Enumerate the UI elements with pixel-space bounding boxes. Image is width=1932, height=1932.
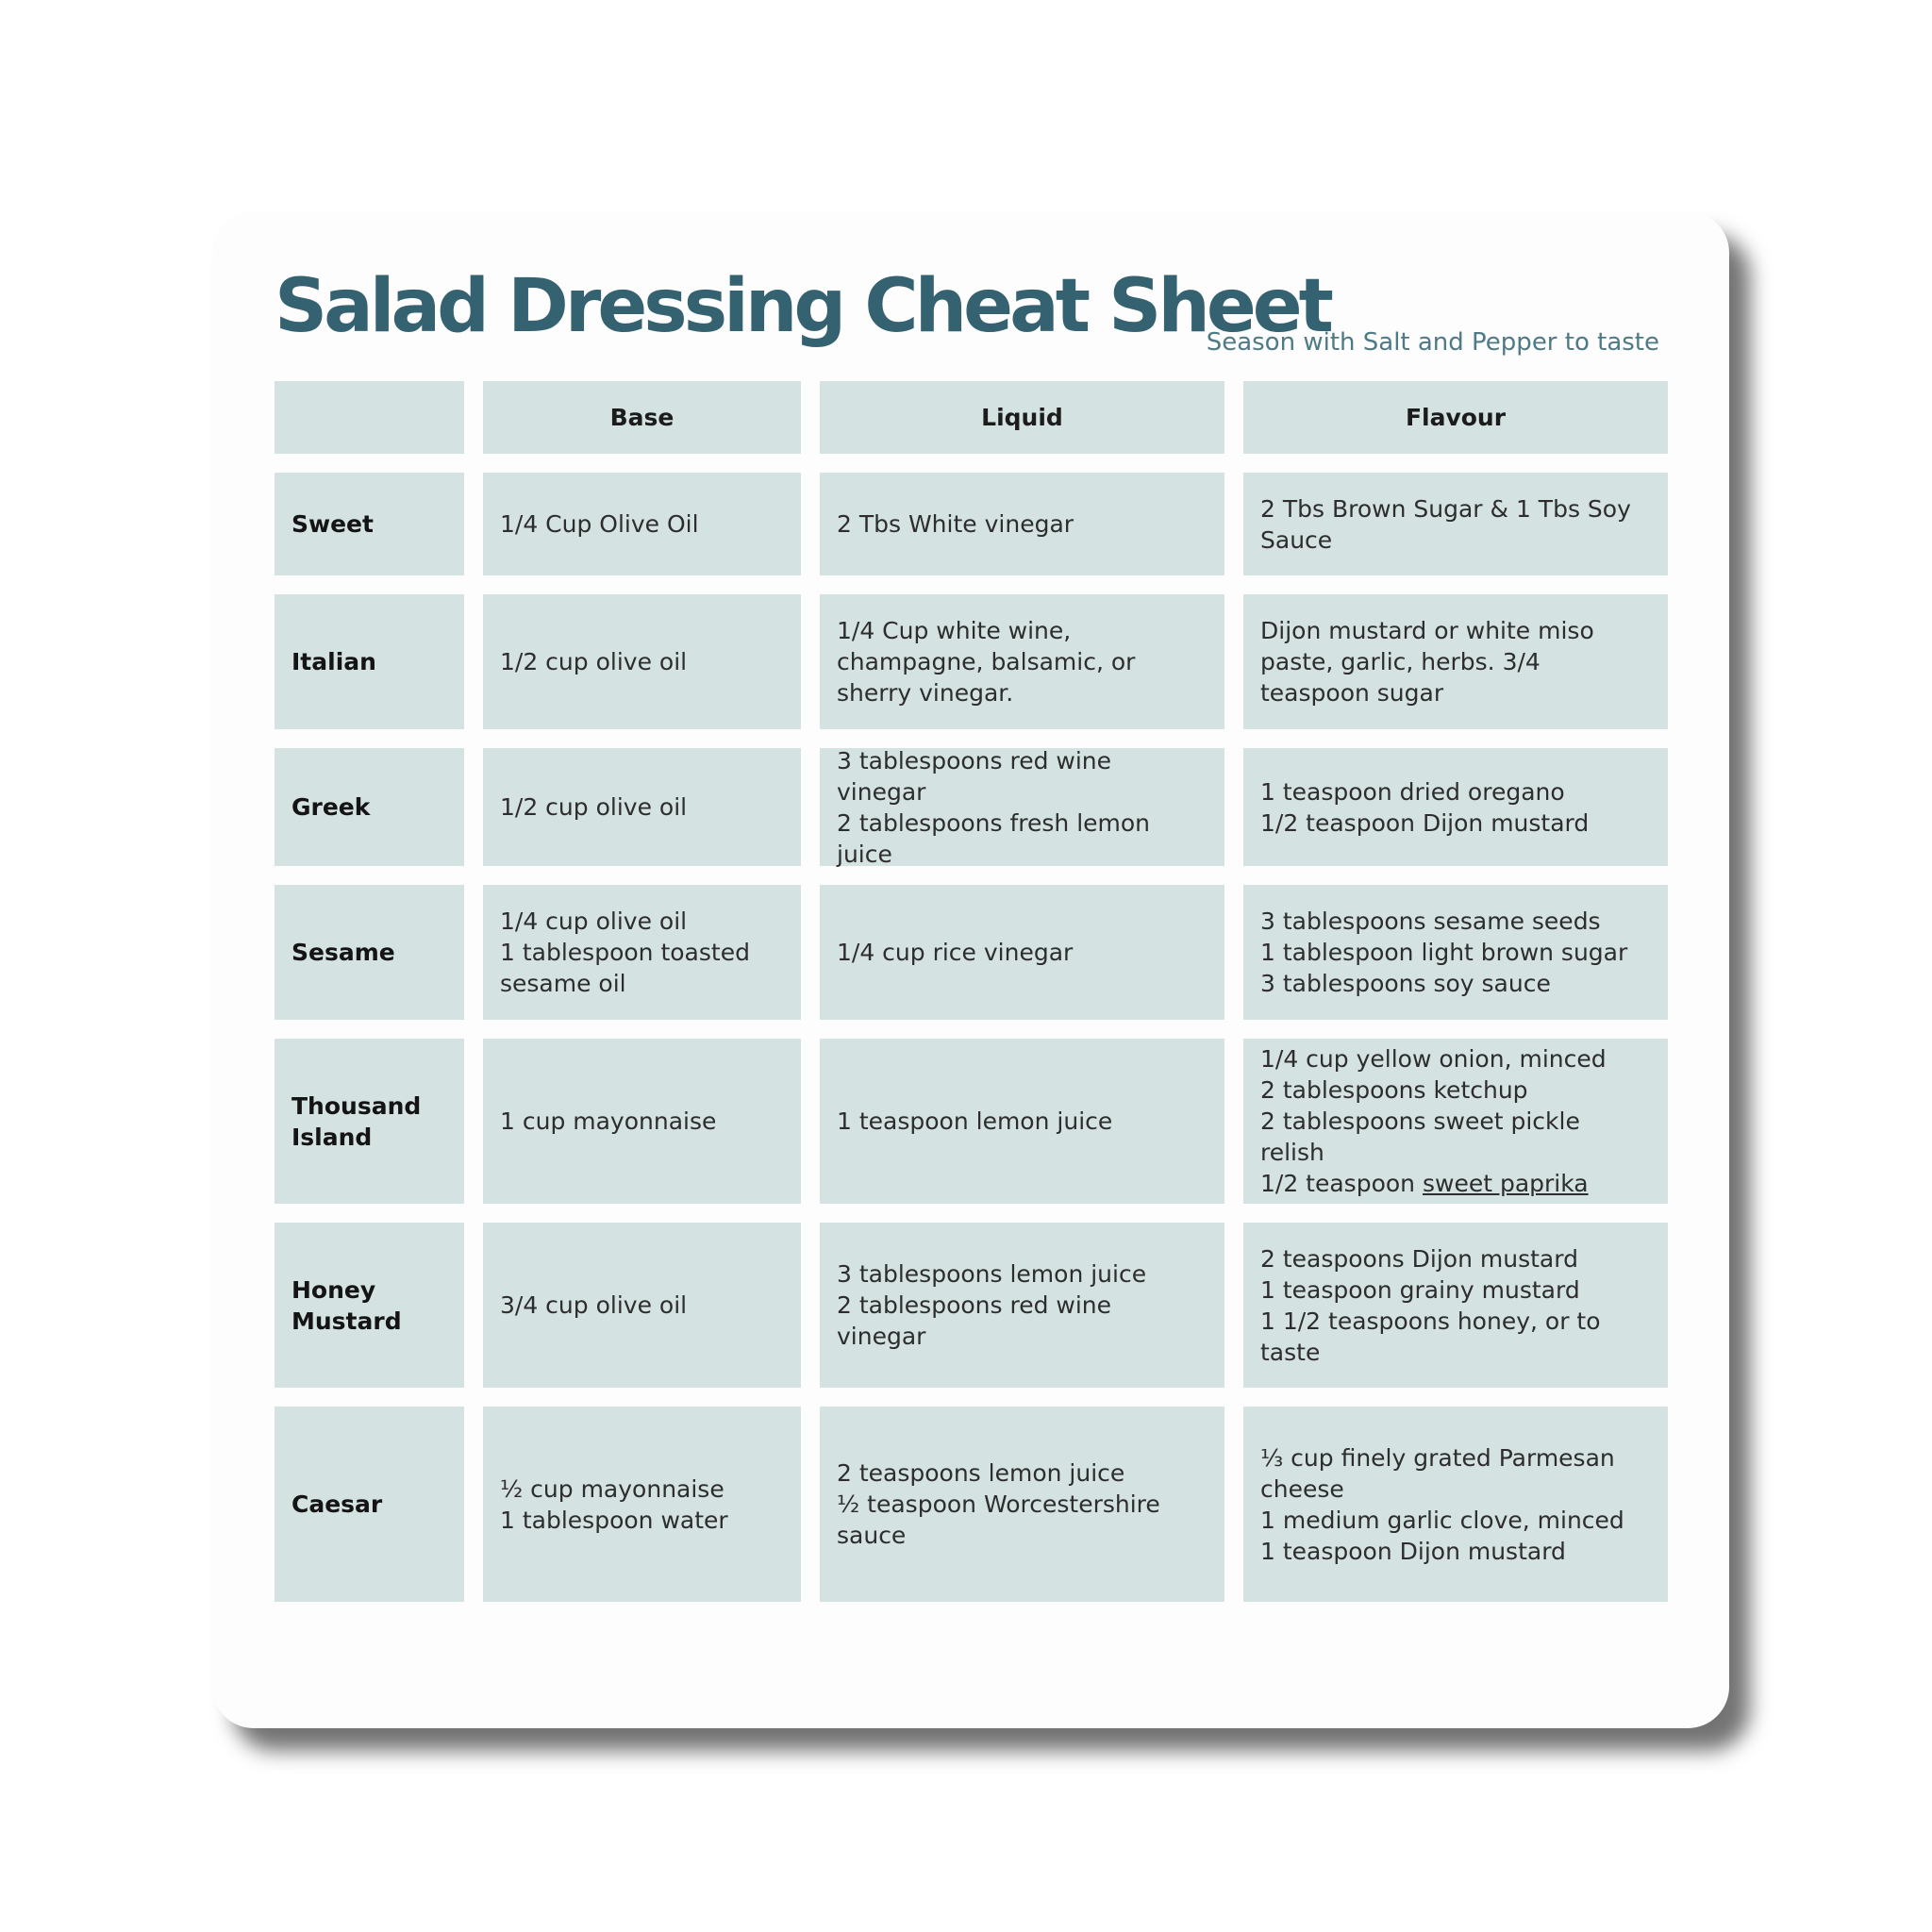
cheat-sheet-card	[212, 211, 1729, 1728]
liquid-cell: 1/4 cup rice vinegar	[820, 885, 1224, 1020]
flavour-cell: 3 tablespoons sesame seeds 1 tablespoon light brown sugar 3 tablespoons soy sauce	[1243, 885, 1668, 1020]
flavour-cell: ⅓ cup finely grated Parmesan cheese 1 medium garlic clove, minced 1 teaspoon Dijon mustard	[1243, 1407, 1668, 1602]
base-cell: ½ cup mayonnaise 1 tablespoon water	[483, 1407, 801, 1602]
base-cell: 1/4 Cup Olive Oil	[483, 473, 801, 575]
row-label-greek: Greek	[275, 748, 464, 866]
flavour-cell: 2 teaspoons Dijon mustard 1 teaspoon grainy mustard 1 1/2 teaspoons honey, or to taste	[1243, 1223, 1668, 1388]
liquid-cell: 2 Tbs White vinegar	[820, 473, 1224, 575]
liquid-cell: 1/4 Cup white wine, champagne, balsamic, or sherry vinegar.	[820, 594, 1224, 729]
row-label-honey-mustard: Honey Mustard	[275, 1223, 464, 1388]
liquid-cell: 1 teaspoon lemon juice	[820, 1039, 1224, 1204]
header-cell-liquid: Liquid	[820, 381, 1224, 454]
liquid-cell: 3 tablespoons lemon juice 2 tablespoons red wine vinegar	[820, 1223, 1224, 1388]
sweet-paprika-link[interactable]: sweet paprika	[1422, 1170, 1589, 1197]
flavour-text	[1260, 1043, 1651, 1199]
row-label-italian: Italian	[275, 594, 464, 729]
row-label-thousand-island: Thousand Island	[275, 1039, 464, 1204]
base-cell: 1/2 cup olive oil	[483, 594, 801, 729]
base-cell: 3/4 cup olive oil	[483, 1223, 801, 1388]
row-label-sesame: Sesame	[275, 885, 464, 1020]
subtitle: Season with Salt and Pepper to taste	[1206, 328, 1659, 357]
flavour-plain-text: 1/4 cup yellow onion, minced 2 tablespoons ketchup 2 tablespoons sweet pickle relish 1/2 teaspoon	[1260, 1045, 1607, 1197]
page-title: Salad Dressing Cheat Sheet	[275, 264, 1330, 349]
flavour-cell: 1 teaspoon dried oregano 1/2 teaspoon Dijon mustard	[1243, 748, 1668, 866]
row-label-sweet: Sweet	[275, 473, 464, 575]
header-cell-base: Base	[483, 381, 801, 454]
base-cell: 1/4 cup olive oil 1 tablespoon toasted sesame oil	[483, 885, 801, 1020]
header-cell-flavour: Flavour	[1243, 381, 1668, 454]
flavour-cell	[1243, 1039, 1668, 1204]
flavour-cell: Dijon mustard or white miso paste, garlic, herbs. 3/4 teaspoon sugar	[1243, 594, 1668, 729]
base-cell: 1 cup mayonnaise	[483, 1039, 801, 1204]
flavour-cell: 2 Tbs Brown Sugar & 1 Tbs Soy Sauce	[1243, 473, 1668, 575]
header-cell-empty	[275, 381, 464, 454]
liquid-cell: 2 teaspoons lemon juice ½ teaspoon Worcestershire sauce	[820, 1407, 1224, 1602]
row-label-caesar: Caesar	[275, 1407, 464, 1602]
base-cell: 1/2 cup olive oil	[483, 748, 801, 866]
liquid-cell: 3 tablespoons red wine vinegar 2 tablespoons fresh lemon juice	[820, 748, 1224, 866]
